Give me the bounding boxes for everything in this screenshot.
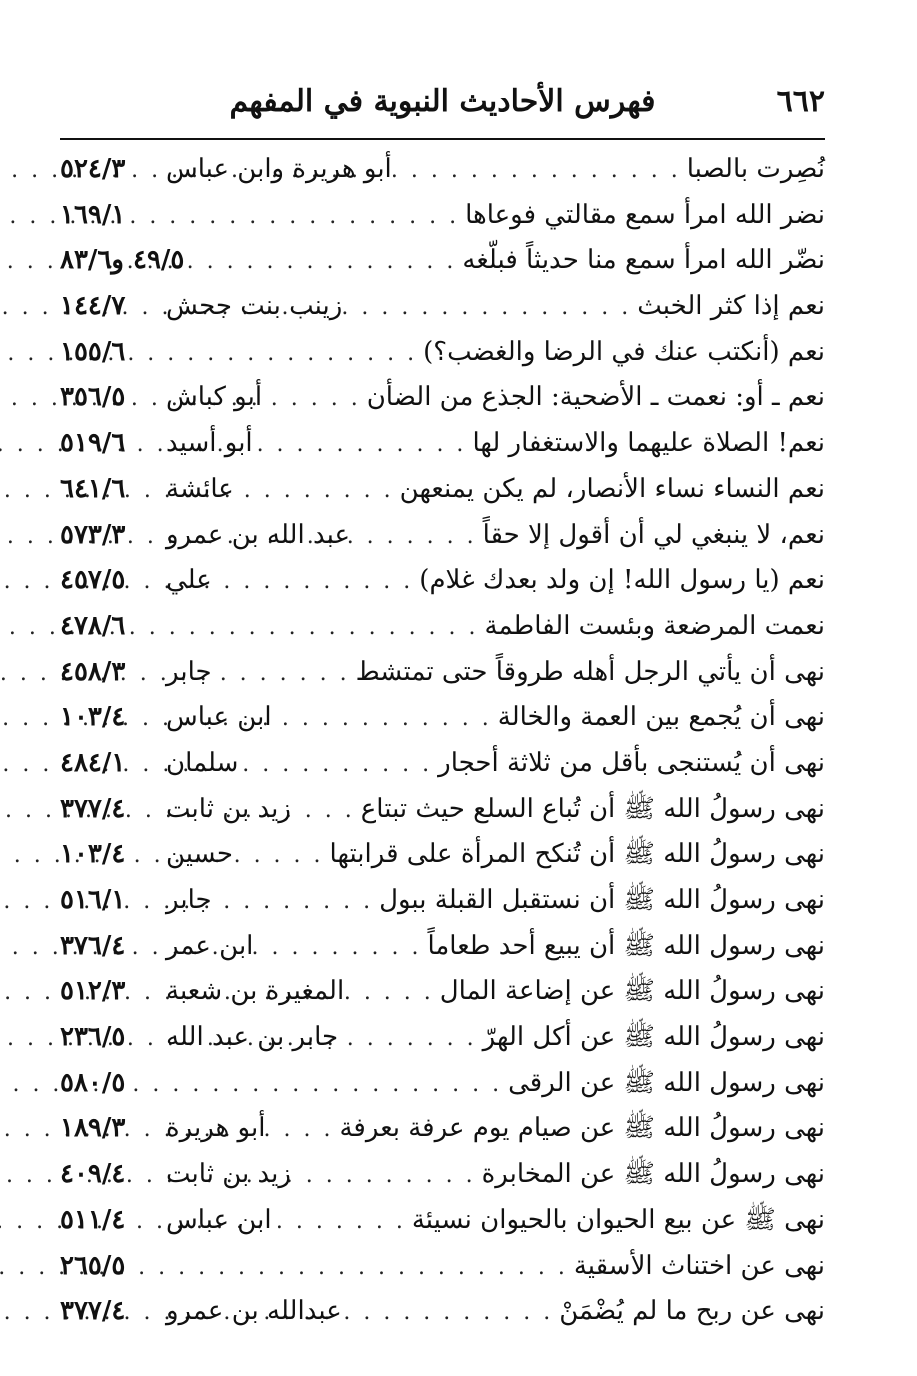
leader-dots bbox=[278, 696, 492, 742]
leader-dots bbox=[268, 376, 361, 422]
hadith-text: نُصِرت بالصبا bbox=[686, 154, 825, 184]
hadith-text: نهى عن ربح ما لم يُضْمَنْ bbox=[559, 1296, 825, 1327]
narrator-name: عائشة bbox=[166, 473, 234, 504]
leader-dots bbox=[278, 1199, 406, 1245]
narrator-name: زينب بنت جحش bbox=[166, 291, 343, 322]
volume-page-ref: ١٥٥/٦ bbox=[60, 336, 126, 367]
index-entry bbox=[60, 878, 825, 924]
index-entry bbox=[60, 1244, 825, 1290]
index-entry bbox=[60, 1106, 825, 1152]
volume-page-ref: ٤٥٨/٣ bbox=[60, 656, 126, 687]
hadith-text: نعم ـ أو: نعمت ـ الأضحية: الجذع من الضأن bbox=[366, 382, 825, 413]
volume-page-ref: ٣٧٧/٤ bbox=[60, 793, 126, 824]
index-entry bbox=[60, 604, 825, 650]
volume-page-ref: ٥١٢/٣ bbox=[60, 976, 126, 1007]
leader-dots bbox=[344, 1016, 477, 1062]
volume-page-ref: ٣٧٦/٤ bbox=[60, 930, 126, 961]
leader-dots bbox=[297, 788, 355, 834]
page-number: ٦٦٢ bbox=[776, 84, 825, 119]
index-entry bbox=[60, 787, 825, 833]
narrator-name: جابر بن عبد الله bbox=[166, 1022, 339, 1053]
index-entry bbox=[60, 1289, 825, 1335]
leader-dots bbox=[158, 194, 459, 240]
hadith-text: نهى رسولُ الله ﷺ عن أكل الهرّ bbox=[482, 1022, 825, 1053]
narrator-name: سلمان bbox=[166, 747, 239, 778]
leader-dots bbox=[239, 833, 324, 879]
narrator-name: أبو هريرة وابن عباس bbox=[166, 154, 392, 184]
hadith-text: نهى رسولُ الله ﷺ أن تُباع السلع حيث تبتاع bbox=[360, 793, 825, 824]
volume-page-ref: ٥٢٤/٣ bbox=[60, 154, 126, 184]
leader-dots bbox=[244, 742, 432, 788]
narrator-name: جابر bbox=[166, 656, 212, 687]
index-entry bbox=[60, 741, 825, 787]
volume-page-ref: ٤٠٩/٤ bbox=[60, 1159, 126, 1190]
hadith-text: نعم! الصلاة عليهما والاستغفار لها bbox=[472, 428, 825, 459]
leader-dots bbox=[356, 514, 477, 560]
page-header bbox=[60, 78, 825, 130]
hadith-text: نعم النساء نساء الأنصار، لم يكن يمنعهن bbox=[399, 473, 825, 504]
narrator-name: حسين bbox=[166, 839, 233, 870]
narrator-name: أبو أسيد bbox=[166, 428, 253, 459]
narrator-name: علي bbox=[166, 565, 212, 596]
volume-page-ref: ٦٤١/٦ bbox=[60, 473, 126, 504]
hadith-text: نهى رسولُ الله ﷺ عن المخابرة bbox=[481, 1159, 825, 1190]
hadith-text: نعم (أنكتب عنك في الرضا والغضب؟) bbox=[423, 336, 825, 367]
hadith-text: نهى أن يُجمع بين العمة والخالة bbox=[497, 702, 825, 733]
leader-dots bbox=[350, 970, 434, 1016]
index-entry bbox=[60, 1152, 825, 1198]
hadith-text: نعم (يا رسول الله! إن ولد بعدك غلام) bbox=[419, 565, 825, 596]
index-entry bbox=[60, 650, 825, 696]
index-entry bbox=[60, 832, 825, 878]
volume-page-ref: ٣٥٦/٥ bbox=[60, 382, 126, 413]
index-entry bbox=[60, 375, 825, 421]
hadith-text: نهى رسولُ الله ﷺ عن صيام يوم عرفة بعرفة bbox=[339, 1113, 825, 1144]
volume-page-ref: ٤٨٤/١ bbox=[60, 747, 126, 778]
volume-page-ref: ١٨٩/٣ bbox=[60, 1113, 126, 1144]
volume-page-ref: ٢٣٦/٥ bbox=[60, 1022, 126, 1053]
index-entry bbox=[60, 421, 825, 467]
hadith-text: نهى أن يأتي الرجل أهله طروقاً حتى تمتشط bbox=[355, 656, 825, 687]
narrator-name: زيد بن ثابت bbox=[166, 793, 291, 824]
index-entry bbox=[60, 513, 825, 559]
narrator-name: جابر bbox=[166, 885, 212, 915]
volume-page-ref: ٥١٩/٦ bbox=[60, 428, 126, 459]
leader-dots bbox=[158, 605, 479, 651]
volume-page-ref: ١٠٣/٤ bbox=[60, 702, 126, 733]
hadith-text: نضر الله امرأ سمع مقالتي فوعاها bbox=[465, 199, 825, 230]
leader-dots bbox=[158, 331, 417, 377]
hadith-text: نهى أن يُستنجى بأقل من ثلاثة أحجار bbox=[438, 747, 825, 778]
volume-page-ref: ٤٩/٥ و٨٣/٦ bbox=[60, 245, 185, 276]
hadith-text: نهى رسولُ الله ﷺ عن إضاعة المال bbox=[439, 976, 825, 1007]
volume-page-ref: ٢٦٥/٥ bbox=[60, 1250, 126, 1281]
hadith-index-list bbox=[60, 147, 825, 1335]
hadith-text: نضّر الله امرأ سمع منا حديثاً فبلّغه bbox=[462, 245, 825, 276]
volume-page-ref: ١٦٩/١ bbox=[60, 199, 126, 230]
volume-page-ref: ٥٧٣/٣ bbox=[60, 519, 126, 550]
index-entry bbox=[60, 558, 825, 604]
index-entry bbox=[60, 924, 825, 970]
leader-dots bbox=[158, 1062, 502, 1108]
page-title: فهرس الأحاديث النبوية في المفهم bbox=[229, 84, 656, 119]
hadith-text: نعم إذا كثر الخبث bbox=[637, 291, 825, 322]
leader-dots bbox=[348, 285, 631, 331]
index-entry bbox=[60, 1198, 825, 1244]
hadith-text: نهى رسولُ الله ﷺ أن نستقبل القبلة ببول bbox=[379, 885, 825, 915]
volume-page-ref: ١٤٤/٧ bbox=[60, 291, 126, 322]
leader-dots bbox=[190, 239, 456, 285]
volume-page-ref: ٥١٦/١ bbox=[60, 885, 126, 915]
hadith-text: نهى عن اختناث الأسقية bbox=[573, 1250, 825, 1281]
narrator-name: عبد الله بن عمرو bbox=[166, 519, 350, 550]
leader-dots bbox=[259, 422, 467, 468]
hadith-text: نعمت المرضعة وبئست الفاطمة bbox=[484, 610, 825, 641]
hadith-text: نعم، لا ينبغي لي أن أقول إلا حقاً bbox=[482, 519, 825, 550]
volume-page-ref: ٣٧٧/٤ bbox=[60, 1296, 126, 1327]
index-entry bbox=[60, 330, 825, 376]
index-entry bbox=[60, 695, 825, 741]
narrator-name: أبو هريرة bbox=[166, 1113, 266, 1144]
leader-dots bbox=[259, 925, 421, 971]
leader-dots bbox=[240, 468, 394, 514]
index-entry bbox=[60, 238, 825, 284]
hadith-text: نهى ﷺ عن بيع الحيوان بالحيوان نسيئة bbox=[411, 1204, 825, 1235]
volume-page-ref: ٥٨٠/٥ bbox=[60, 1067, 126, 1098]
leader-dots bbox=[398, 148, 681, 194]
index-entry bbox=[60, 969, 825, 1015]
leader-dots bbox=[218, 651, 350, 697]
hadith-text: نهى رسولُ الله ﷺ أن تُنكح المرأة على قرابتها bbox=[329, 839, 825, 870]
leader-dots bbox=[218, 879, 374, 925]
index-entry bbox=[60, 467, 825, 513]
narrator-name: ابن عباس bbox=[166, 702, 272, 733]
index-entry bbox=[60, 1015, 825, 1061]
index-entry bbox=[60, 1061, 825, 1107]
index-entry bbox=[60, 147, 825, 193]
narrator-name: زيد بن ثابت bbox=[166, 1159, 291, 1190]
narrator-name: ابن عمر bbox=[166, 930, 254, 961]
volume-page-ref: ٤٧٨/٦ bbox=[60, 610, 126, 641]
leader-dots bbox=[348, 1290, 554, 1336]
narrator-name: المغيرة بن شعبة bbox=[166, 976, 345, 1007]
volume-page-ref: ٤٥٧/٥ bbox=[60, 565, 126, 596]
index-entry bbox=[60, 284, 825, 330]
leader-dots bbox=[271, 1107, 333, 1153]
volume-page-ref: ٥١١/٤ bbox=[60, 1204, 126, 1235]
index-entry bbox=[60, 193, 825, 239]
narrator-name: أبو كباش bbox=[166, 382, 263, 413]
volume-page-ref: ١٠٣/٤ bbox=[60, 839, 126, 870]
narrator-name: عبدالله بن عمرو bbox=[166, 1296, 342, 1327]
leader-dots bbox=[158, 1245, 568, 1291]
leader-dots bbox=[218, 559, 414, 605]
leader-dots bbox=[297, 1153, 476, 1199]
hadith-text: نهى رسول الله ﷺ عن الرقى bbox=[508, 1067, 825, 1098]
header-rule bbox=[60, 138, 825, 140]
hadith-text: نهى رسول الله ﷺ أن يبيع أحد طعاماً bbox=[427, 930, 825, 961]
narrator-name: ابن عباس bbox=[166, 1204, 272, 1235]
